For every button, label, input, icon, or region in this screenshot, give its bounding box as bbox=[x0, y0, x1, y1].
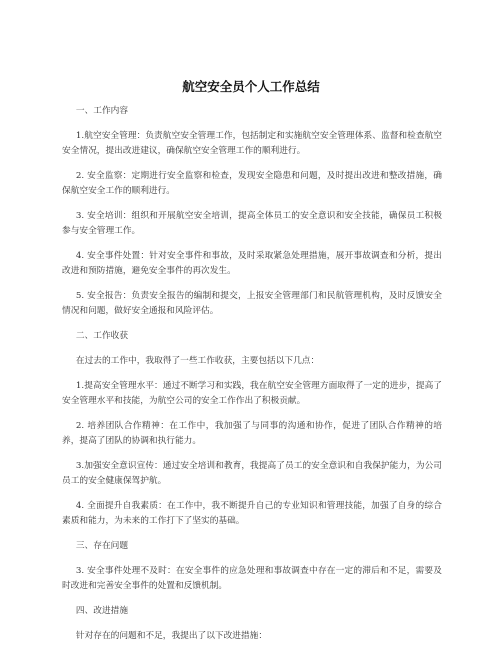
document-body bbox=[62, 104, 442, 654]
paragraph: 1.提高安全管理水平：通过不断学习和实践，我在航空安全管理方面取得了一定的进步，提高了安全管理水平和技能，为航空公司的安全工作作出了积极贡献。 bbox=[62, 381, 442, 406]
paragraph: 3. 安全事件处理不及时：在安全事件的应急处理和事故调查中存在一定的滞后和不足，需要及时改进和完善安全事件的处置和反馈机制。 bbox=[62, 566, 442, 591]
section-heading: 一、工作内容 bbox=[75, 106, 129, 116]
paragraph: 5. 安全报告：负责安全报告的编制和提交，上报安全管理部门和民航管理机构，及时反馈安全情况和问题，做好安全通报和风险评估。 bbox=[62, 291, 442, 316]
paragraph: 3. 安全培训：组织和开展航空安全培训，提高全体员工的安全意识和安全技能，确保员工积极参与安全管理工作。 bbox=[62, 211, 442, 236]
section-heading: 二、工作收获 bbox=[75, 331, 129, 341]
paragraph: 2. 培养团队合作精神：在工作中，我加强了与同事的沟通和协作，促进了团队合作精神的培养，提高了团队的协调和执行能力。 bbox=[62, 421, 442, 446]
paragraph: 4. 安全事件处置：针对安全事件和事故，及时采取紧急处理措施，展开事故调查和分析，提出改进和预防措施，避免安全事件的再次发生。 bbox=[62, 251, 442, 276]
paragraph: 2. 安全监察：定期进行安全监察和检查，发现安全隐患和问题，及时提出改进和整改措施，确保航空安全工作的顺利进行。 bbox=[62, 171, 442, 196]
paragraph: 4. 全面提升自我素质：在工作中，我不断提升自己的专业知识和管理技能，加强了自身的综合素质和能力，为未来的工作打下了坚实的基础。 bbox=[62, 501, 442, 526]
paragraph: 3.加强安全意识宣传：通过安全培训和教育，我提高了员工的安全意识和自我保护能力，为公司员工的安全健康保驾护航。 bbox=[62, 461, 442, 486]
paragraph: 在过去的工作中，我取得了一些工作收获，主要包括以下几点： bbox=[75, 356, 320, 366]
paragraph: 针对存在的问题和不足，我提出了以下改进措施： bbox=[75, 631, 268, 641]
paragraph: 1.航空安全管理：负责航空安全管理工作，包括制定和实施航空安全管理体系、监督和检查航空安全情况，提出改进建议，确保航空安全管理工作的顺利进行。 bbox=[62, 131, 442, 156]
section-heading: 三、存在问题 bbox=[75, 541, 129, 551]
document-title: 航空安全员个人工作总结 bbox=[182, 79, 320, 94]
section-heading: 四、改进措施 bbox=[75, 606, 129, 616]
